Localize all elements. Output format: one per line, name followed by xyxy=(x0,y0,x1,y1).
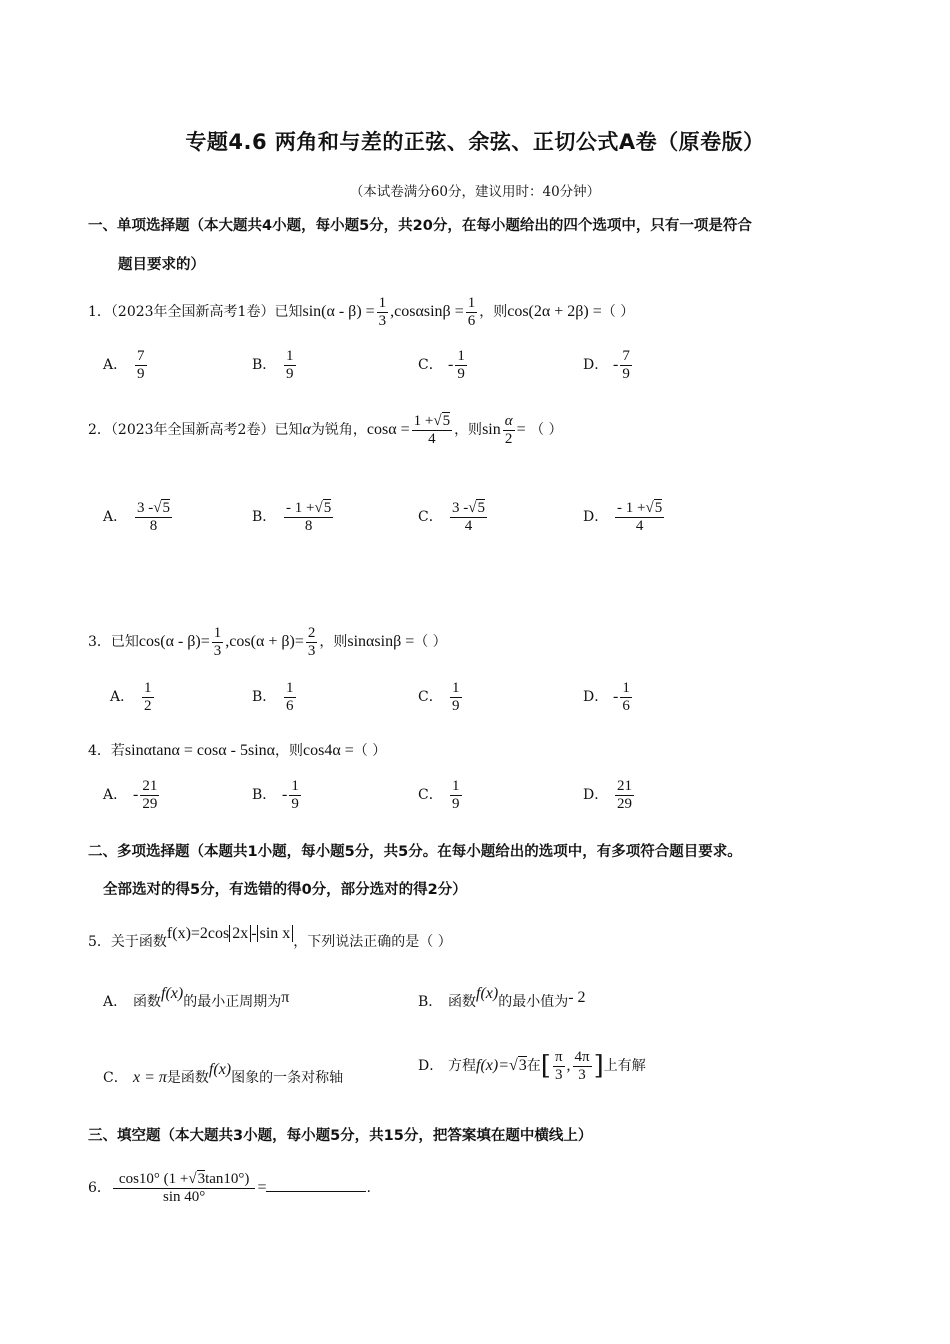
question-5: 5．关于函数f(x)=2cos 2x - sin x ，下列说法正确的是（ ） xyxy=(88,925,452,950)
page-title: 专题4.6 两角和与差的正弦、余弦、正切公式A卷（原卷版） xyxy=(185,130,765,154)
question-4: 4．若sinαtanα = cosα - 5sinα，则cos4α =（ ） xyxy=(88,742,387,759)
q3-option-b[interactable]: B． $\frac{1}{6}$ xyxy=(252,680,294,714)
section-2-heading: 二、多项选择题（本题共1小题，每小题5分，共5分。在每小题给出的选项中，有多项符合题目要求。 xyxy=(88,844,742,860)
q5-option-a[interactable]: A． 函数f(x)的最小正周期为π xyxy=(103,985,290,1010)
section-2-heading-cont: 全部选对的得5分，有选错的得0分，部分选对的得2分） xyxy=(103,882,467,898)
section-1-heading-cont: 题目要求的） xyxy=(118,257,205,273)
q2-option-a[interactable]: A． $\frac{3 -√5}{8}$ xyxy=(103,500,170,534)
q2-option-b[interactable]: B． $\frac{- 1 +√5}{8}$ xyxy=(252,500,332,534)
question-1: 1．（2023年全国新高考1卷）已知sin(α - β) = $\frac{1}{3}$ ,cosαsinβ = $\frac{1}{6}$ ，则cos(2α + 2β) =（ ） xyxy=(88,295,635,329)
q1-option-b[interactable]: B． $\frac{1}{9}$ xyxy=(252,348,294,382)
q1-cond1: sin(α - β) = xyxy=(302,303,375,320)
q2-option-d[interactable]: D． $\frac{- 1 +√5}{4}$ xyxy=(583,500,663,534)
q6-expression: $\frac{\cos 10^\circ (1 +√3\tan 10^\circ)}{\sin 40^\circ}$ xyxy=(113,1171,256,1205)
q3-option-c[interactable]: C． $\frac{1}{9}$ xyxy=(418,680,460,714)
q4-option-c[interactable]: C． $\frac{1}{9}$ xyxy=(418,778,460,812)
q1-option-c[interactable]: C． - $\frac{1}{9}$ xyxy=(418,348,465,382)
q5-option-b[interactable]: B． 函数f(x)的最小值为- 2 xyxy=(418,985,586,1010)
q1-target: cos(2α + 2β) = xyxy=(507,303,602,320)
section-1-heading: 一、单项选择题（本大题共4小题，每小题5分，共20分，在每小题给出的四个选项中，只有一项是符合 xyxy=(88,218,752,234)
question-2: 2．（2023年全国新高考2卷）已知α为锐角，cosα = $\frac{1 +√5}{4}$ ，则sin $\frac{\alpha}{2}$ = （ ） xyxy=(88,413,563,447)
q4-option-d[interactable]: D． $\frac{21}{29}$ xyxy=(583,778,632,812)
q1-cond2-frac: $\frac{1}{6}$ xyxy=(467,295,476,329)
q4-option-a[interactable]: A． - $\frac{21}{29}$ xyxy=(103,778,158,812)
q1-option-a[interactable]: A． $\frac{7}{9}$ xyxy=(103,348,145,382)
q3-option-a[interactable]: A． $\frac{1}{2}$ xyxy=(110,680,152,714)
q1-cond2: cosαsinβ = xyxy=(394,303,464,320)
q6-answer-blank[interactable] xyxy=(266,1177,366,1192)
q5-option-c[interactable]: C． x = π是函数f(x)图象的一条对称轴 xyxy=(103,1061,344,1086)
q3-option-d[interactable]: D． - $\frac{1}{6}$ xyxy=(583,680,630,714)
q4-option-b[interactable]: B． - $\frac{1}{9}$ xyxy=(252,778,299,812)
q1-cond1-frac: $\frac{1}{3}$ xyxy=(378,295,387,329)
question-6: 6． $\frac{\cos 10^\circ (1 +√3\tan 10^\circ)}{\sin 40^\circ}$ = . xyxy=(88,1171,371,1205)
q2-option-c[interactable]: C． $\frac{3 -√5}{4}$ xyxy=(418,500,485,534)
q5-option-d[interactable]: D． 方程f(x)=√3在[ $\frac{\pi}{3}$ , $\frac{4\pi}{3}$ ]上有解 xyxy=(418,1049,646,1083)
page-subtitle: （本试卷满分60分，建议用时：40分钟） xyxy=(349,184,601,200)
q2-cond-frac: $\frac{1 +√5}{4}$ xyxy=(413,413,451,447)
question-3: 3．已知cos(α - β)= $\frac{1}{3}$ ,cos(α + β)= $\frac{2}{3}$ ，则sinαsinβ =（ ） xyxy=(88,625,447,659)
section-3-heading: 三、填空题（本大题共3小题，每小题5分，共15分，把答案填在题中横线上） xyxy=(88,1128,593,1144)
q1-option-d[interactable]: D． - $\frac{7}{9}$ xyxy=(583,348,630,382)
